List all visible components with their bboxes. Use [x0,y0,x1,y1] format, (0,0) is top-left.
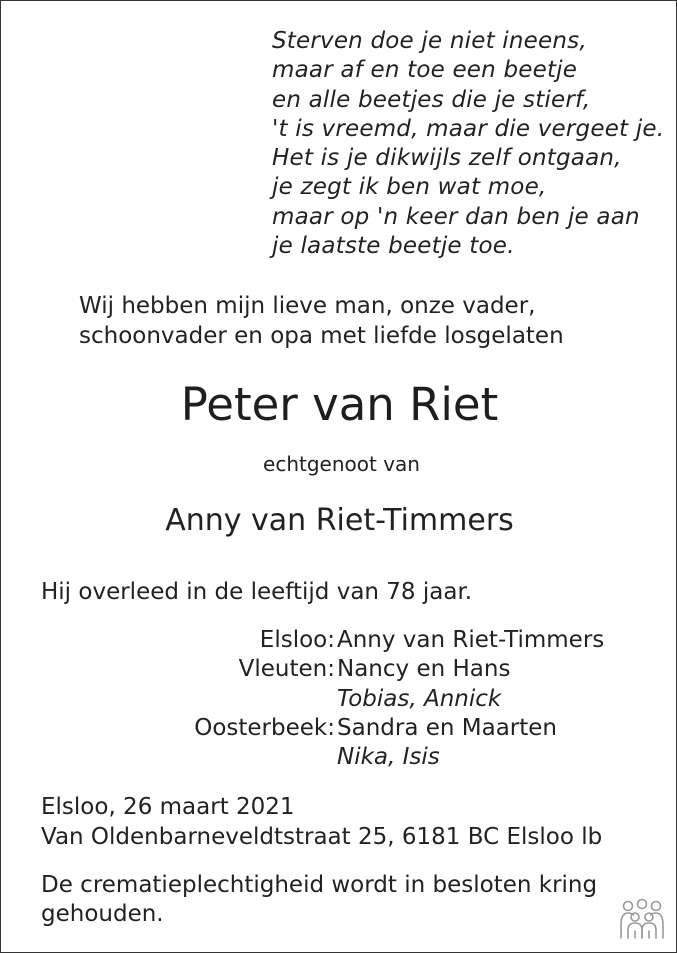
place-date: Elsloo, 26 maart 2021 [41,794,295,820]
ceremony-line-1: De crematieplechtigheid wordt in besloten kring [41,872,598,898]
poem-line: Het is je dikwijls zelf ontgaan, [272,145,622,172]
poem-line: 't is vreemd, maar die vergeet je. [272,115,665,142]
poem-line: maar af en toe een beetje [272,57,578,84]
poem-line: je zegt ik ben wat moe, [272,174,547,201]
poem-line: je laatste beetje toe. [272,233,515,260]
spouse-name: Anny van Riet-Timmers [165,503,514,538]
grandchildren-names: Nika, Isis [337,744,440,770]
intro-text [79,292,564,351]
relative-names: Anny van Riet-Timmers [337,627,605,653]
poem-line: en alle beetjes die je stierf, [272,86,591,113]
poem [272,27,664,261]
relation-label: echtgenoot van [263,452,420,476]
intro-line-1: Wij hebben mijn lieve man, onze vader, [79,293,536,319]
grandchildren-names: Tobias, Annick [337,686,502,712]
address: Van Oldenbarneveldtstraat 25, 6181 BC Elsloo lb [41,824,603,850]
poem-line: Sterven doe je niet ineens, [272,28,587,54]
relative-names: Nancy en Hans [337,656,511,682]
ceremony-line-2: gehouden. [41,901,164,927]
poem-line: maar op 'n keer dan ben je aan [272,203,640,230]
relative-names: Sandra en Maarten [337,715,558,741]
age-statement: Hij overleed in de leeftijd van 78 jaar. [41,579,473,605]
relative-place: Oosterbeek: [194,715,335,741]
relative-place: Elsloo: [259,627,335,653]
relative-place: Vleuten: [238,656,335,682]
deceased-name: Peter van Riet [180,378,499,431]
intro-line-2: schoonvader en opa met liefde losgelaten [79,322,564,349]
people-group-icon [618,897,666,939]
